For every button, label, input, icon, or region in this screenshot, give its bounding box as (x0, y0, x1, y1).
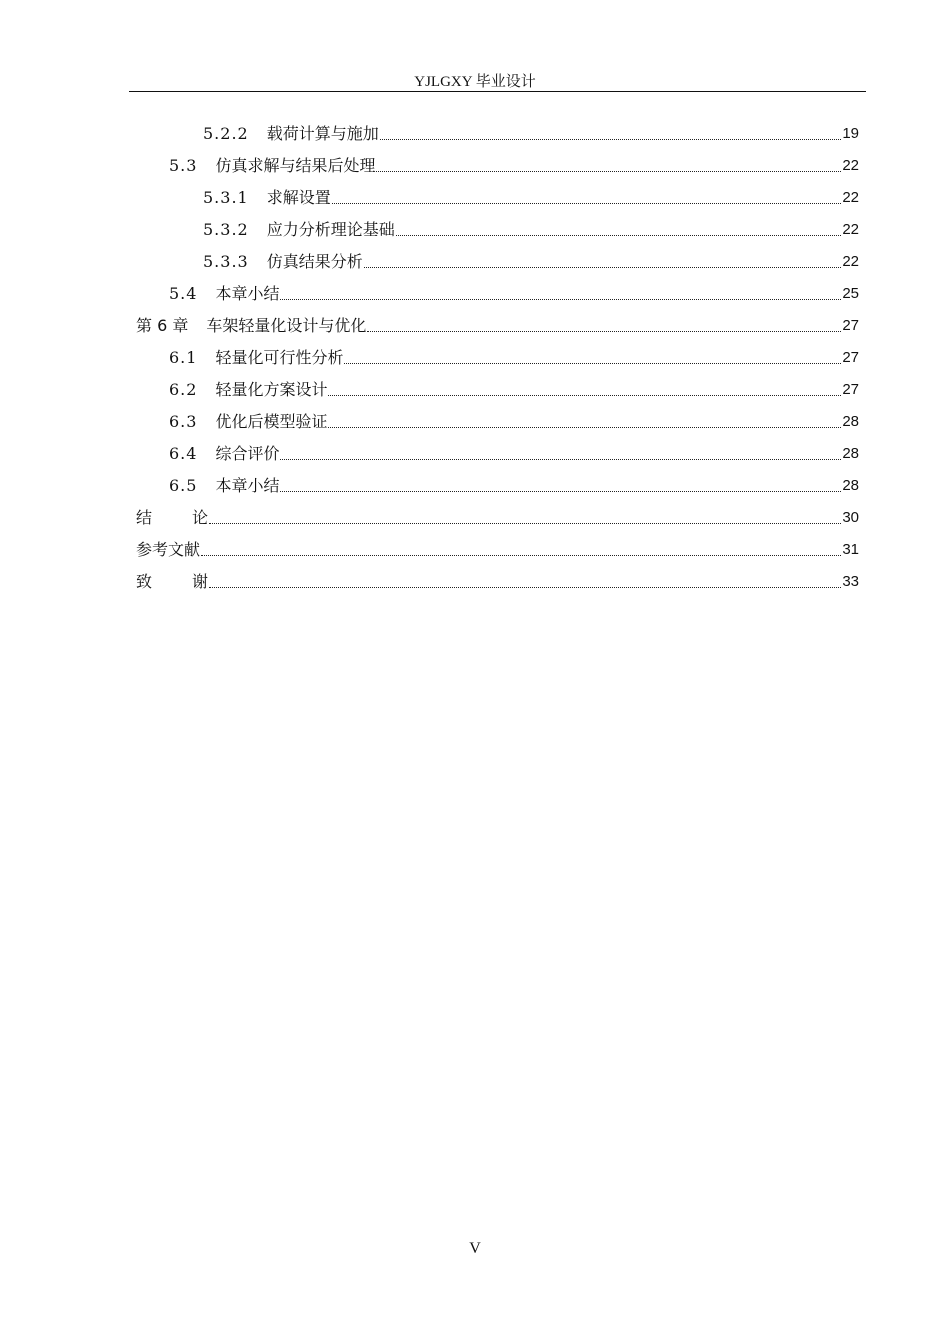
toc-dot-leader (344, 363, 841, 364)
toc-entry-title: 仿真求解与结果后处理 (215, 156, 376, 175)
toc-entry-page: 22 (842, 253, 859, 270)
toc-entry-page: 27 (842, 349, 859, 366)
toc-entry-title: 本章小结 (215, 284, 280, 303)
toc-dot-leader (280, 491, 841, 492)
toc-entry[interactable] (203, 180, 859, 208)
toc-entry[interactable] (136, 564, 859, 592)
toc-dot-leader (364, 267, 842, 268)
toc-entry-title: 轻量化可行性分析 (215, 348, 344, 367)
toc-dot-leader (328, 427, 841, 428)
toc-dot-leader (396, 235, 842, 236)
toc-entry-page: 28 (842, 477, 859, 494)
page-number: V (469, 1240, 481, 1257)
toc-entry[interactable] (203, 116, 859, 144)
toc-entry[interactable] (169, 276, 859, 304)
toc-entry-page: 33 (842, 573, 859, 590)
toc-entry-title: 仿真结果分析 (266, 252, 363, 271)
toc-entry-number: 6.5 (169, 476, 198, 495)
toc-entry-title: 载荷计算与施加 (266, 124, 379, 143)
toc-entry[interactable] (169, 436, 859, 464)
toc-entry-number: 6.1 (169, 348, 198, 367)
toc-dot-leader (280, 299, 841, 300)
toc-entry-page: 30 (842, 509, 859, 526)
toc-entry-number: 5.3.3 (203, 252, 249, 271)
toc-entry-title: 致谢 (136, 572, 249, 591)
toc-entry-number: 6.2 (169, 380, 198, 399)
toc-entry-page: 22 (842, 157, 859, 174)
toc-entry-number: 5.2.2 (203, 124, 249, 143)
toc-entry-page: 19 (842, 125, 859, 142)
toc-entry-number: 5.3.1 (203, 188, 249, 207)
toc-entry-page: 27 (842, 381, 859, 398)
toc-entry-page: 28 (842, 445, 859, 462)
toc-dot-leader (380, 139, 842, 140)
page-header-title: YJLGXY 毕业设计 (414, 74, 536, 90)
toc-entry-title: 参考文献 (136, 540, 201, 559)
toc-entry-page: 22 (842, 189, 859, 206)
toc-entry[interactable] (203, 212, 859, 240)
toc-entry-title: 综合评价 (215, 444, 280, 463)
toc-entry-page: 31 (842, 541, 859, 558)
toc-entry-number: 第 6 章 (136, 316, 189, 335)
toc-entry-title: 车架轻量化设计与优化 (206, 316, 367, 335)
toc-entry[interactable] (169, 372, 859, 400)
toc-entry-page: 22 (842, 221, 859, 238)
toc-entry-number: 5.3.2 (203, 220, 249, 239)
toc-entry-page: 28 (842, 413, 859, 430)
toc-entry[interactable] (136, 308, 859, 336)
toc-entry-title: 轻量化方案设计 (215, 380, 328, 399)
toc-dot-leader (367, 331, 841, 332)
toc-entry-title: 结论 (136, 508, 249, 527)
toc-dot-leader (376, 171, 841, 172)
toc-entry[interactable] (169, 404, 859, 432)
toc-dot-leader (328, 395, 841, 396)
toc-dot-leader (209, 587, 841, 588)
toc-entry-title: 优化后模型验证 (215, 412, 328, 431)
toc-entry-number: 5.3 (169, 156, 198, 175)
toc-dot-leader (280, 459, 841, 460)
toc-entry[interactable] (169, 468, 859, 496)
header-rule (129, 91, 866, 92)
toc-dot-leader (332, 203, 842, 204)
toc-entry[interactable] (203, 244, 859, 272)
toc-entry-title: 本章小结 (215, 476, 280, 495)
toc-dot-leader (209, 523, 841, 524)
toc-entry-page: 25 (842, 285, 859, 302)
toc-entry-number: 5.4 (169, 284, 198, 303)
toc-entry-page: 27 (842, 317, 859, 334)
toc-entry[interactable] (136, 500, 859, 528)
toc-entry-number: 6.3 (169, 412, 198, 431)
toc-entry-title: 求解设置 (266, 188, 331, 207)
toc-entry-number: 6.4 (169, 444, 198, 463)
toc-dot-leader (201, 555, 841, 556)
toc-entry[interactable] (169, 340, 859, 368)
toc-entry[interactable] (136, 532, 859, 560)
toc-entry[interactable] (169, 148, 859, 176)
toc-entry-title: 应力分析理论基础 (266, 220, 395, 239)
